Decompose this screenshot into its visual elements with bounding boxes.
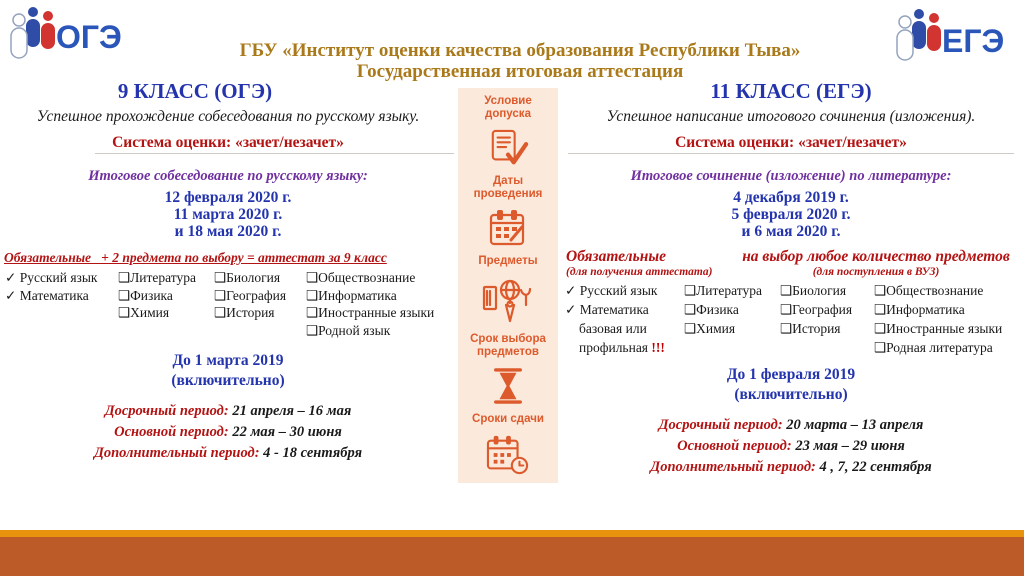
period-label: Дополнительный период: [93,445,260,461]
subject-optional [874,300,1022,319]
checkbox-icon: ❑ [684,321,697,336]
subject-optional [780,281,874,300]
subject-optional [214,287,306,305]
oge-admission-condition: Успешное прохождение собеседования по русскому языку. [36,108,420,125]
subject-optional [118,287,214,305]
ege-subjects-headers [560,248,1022,278]
subject-optional [684,300,780,319]
period-label: Основной период: [677,438,792,454]
checkbox-icon: ❑ [118,305,131,320]
required-note: (для получения аттестата) [566,266,713,278]
period-value: 4 , 7, 22 сентября [819,459,932,475]
subject-optional [306,322,456,340]
subject-label: Литература [696,283,762,298]
oge-date-2: 11 марта 2020 г. [173,206,283,223]
subject-label: География [226,287,287,303]
period-value: 22 мая – 30 июня [232,424,342,440]
subject-optional [684,319,780,338]
checkmark-icon: ✓ [5,270,17,285]
subject-label: Родной язык [318,322,391,338]
subject-required [5,269,118,287]
title-line-2: Государственная итоговая аттестация [356,61,684,82]
oge-optional-col-3 [306,269,456,339]
checkbox-icon: ❑ [874,283,887,298]
oge-column [0,79,456,464]
subject-optional [306,287,456,305]
ege-exam-periods [560,415,1022,478]
subject-label: Обществознание [318,270,416,285]
hourglass-icon [491,367,525,405]
subject-optional [780,319,874,338]
ege-optional-col-1 [684,281,780,357]
period-value: 21 апреля – 16 мая [232,403,352,419]
ege-essay-dates [560,189,1022,240]
checkbox-icon: ❑ [118,287,131,303]
period-value: 20 марта – 13 апреля [786,417,924,433]
subject-optional [874,338,1022,357]
checkbox-icon: ❑ [780,302,793,317]
period-value: 23 мая – 29 июня [795,438,905,454]
ege-logo-text: ЕГЭ [942,23,1005,59]
checkbox-icon: ❑ [214,287,227,303]
checkbox-icon: ❑ [874,321,887,336]
checkbox-icon: ❑ [306,270,319,285]
ege-heading: 11 КЛАСС (ЕГЭ) [710,79,872,103]
checkbox-icon: ❑ [780,283,793,298]
subject-optional [214,304,306,322]
legend-choice-deadline-label: Срок выбора предметов [470,332,546,358]
checkbox-icon: ❑ [874,340,887,355]
oge-logo-icon [6,4,124,62]
ege-column [560,79,1022,478]
ege-essay-title: Итоговое сочинение (изложение) по литературе: [630,168,952,184]
ege-required-header-block [560,248,730,278]
period-row [560,457,1022,478]
subject-label: Химия [130,305,170,320]
subject-label: Математика [19,287,89,303]
period-row [560,415,1022,436]
deadline-note: (включительно) [734,386,848,403]
oge-exam-periods [0,401,456,464]
subject-optional [118,304,214,322]
oge-date-1: 12 февраля 2020 г. [164,189,292,206]
subject-optional [780,300,874,319]
checkmark-icon: ✓ [5,287,17,303]
legend-dates-label: Даты проведения [473,175,543,201]
subject-label: Иностранные языки [886,321,1003,336]
footer-bar [0,537,1024,576]
deadline-note: (включительно) [171,372,285,389]
period-row [0,422,456,443]
ege-choice-deadline [560,365,1022,405]
subject-label: Физика [696,302,739,317]
required-header: Обязательные [566,248,666,265]
subject-label: Физика [130,287,173,303]
checkbox-icon: ❑ [214,305,227,320]
oge-grading-system: Система оценки: «зачет/незачет» [0,134,456,155]
period-label: Досрочный период: [658,417,783,433]
optional-note: (для поступления в ВУЗ) [812,266,940,278]
period-row [0,401,456,422]
calendar-clock-icon [486,434,530,476]
checkbox-icon: ❑ [684,302,697,317]
checkbox-icon: ❑ [306,322,319,338]
slide-title [140,40,900,82]
subject-optional [118,269,214,287]
legend-admission-label: Условие допуска [484,95,532,120]
calendar-pencil-icon [488,209,528,247]
period-label: Досрочный период: [104,403,229,419]
oge-subjects-grid [0,269,456,339]
period-row [0,443,456,464]
checkbox-icon: ❑ [306,287,319,303]
subject-label: География [792,302,853,317]
title-line-1: ГБУ «Институт оценки качества образования Республики Тыва» [239,40,801,61]
subject-label: Математика базовая или профильная [579,302,649,355]
ege-logo [892,4,1014,71]
subject-label: Информатика [886,302,965,317]
required-warning: !!! [651,340,665,355]
subject-label: Русский язык [19,270,98,285]
ege-optional-col-3 [874,281,1022,357]
subject-optional [684,281,780,300]
footer-accent-stripe [0,530,1024,537]
period-row [560,436,1022,457]
oge-heading: 9 КЛАСС (ОГЭ) [117,79,273,103]
oge-required-subjects [0,269,118,339]
checkbox-icon: ❑ [118,270,131,285]
checkbox-icon: ❑ [874,302,887,317]
subject-label: Биология [792,283,847,298]
ege-optional-col-2 [780,281,874,357]
subject-label: Биология [226,270,281,285]
checkbox-icon: ❑ [780,321,793,336]
oge-logo-text: ОГЭ [56,19,122,55]
subject-required [565,281,684,300]
subject-label: Родная литература [886,340,993,355]
subject-label: История [792,321,841,336]
optional-header: на выбор любое количество предметов [742,248,1010,265]
subject-label: Информатика [318,287,397,303]
deadline-date: До 1 марта 2019 [172,352,284,369]
oge-choice-deadline [0,351,456,391]
checkbox-icon: ❑ [214,270,227,285]
oge-date-3: и 18 мая 2020 г. [174,223,282,240]
ege-required-subjects [560,281,684,357]
deadline-date: До 1 февраля 2019 [726,366,856,383]
books-globe-compass-icon [482,277,534,325]
subject-label: Обществознание [886,283,984,298]
oge-optional-col-2 [214,269,306,339]
checkmark-icon: ✓ [565,283,577,298]
subject-optional [306,304,456,322]
period-label: Основной период: [114,424,229,440]
period-label: Дополнительный период: [650,459,816,475]
subject-required [5,287,118,305]
subject-optional [874,281,1022,300]
oge-interview-dates [0,189,456,240]
ege-date-2: 5 февраля 2020 г. [731,206,851,223]
ege-grading-system: Система оценки: «зачет/незачет» [560,134,1022,155]
checkbox-icon: ❑ [306,305,319,320]
oge-interview-title: Итоговое собеседование по русскому языку: [88,168,368,184]
subject-label: Химия [696,321,736,336]
subject-optional [874,319,1022,338]
oge-logo [6,4,124,67]
ege-optional-header-block [730,248,1022,278]
subject-required [565,300,684,357]
subject-optional [214,269,306,287]
ege-admission-condition: Успешное написание итогового сочинения (изложения). [606,108,976,125]
oge-subjects-header: Обязательные_ + 2 предмета по выбору = аттестат за 9 класс [4,250,387,265]
checkmark-icon: ✓ [565,302,577,317]
period-value: 4 - 18 сентября [263,445,363,461]
subject-label: Литература [130,270,196,285]
ege-logo-icon [892,4,1014,66]
subject-label: Иностранные языки [318,305,435,320]
subject-label: История [226,305,275,320]
ege-date-1: 4 декабря 2019 г. [733,189,849,206]
subject-optional [306,269,456,287]
ege-subjects-grid [560,281,1022,357]
checkbox-icon: ❑ [684,283,697,298]
legend-subjects-label: Предметы [478,255,538,268]
subject-label: Русский язык [579,283,658,298]
oge-optional-col-1 [118,269,214,339]
center-legend-panel [458,88,558,483]
ege-date-3: и 6 мая 2020 г. [741,223,841,240]
document-check-icon [487,129,529,167]
legend-exam-dates-label: Сроки сдачи [472,412,544,425]
